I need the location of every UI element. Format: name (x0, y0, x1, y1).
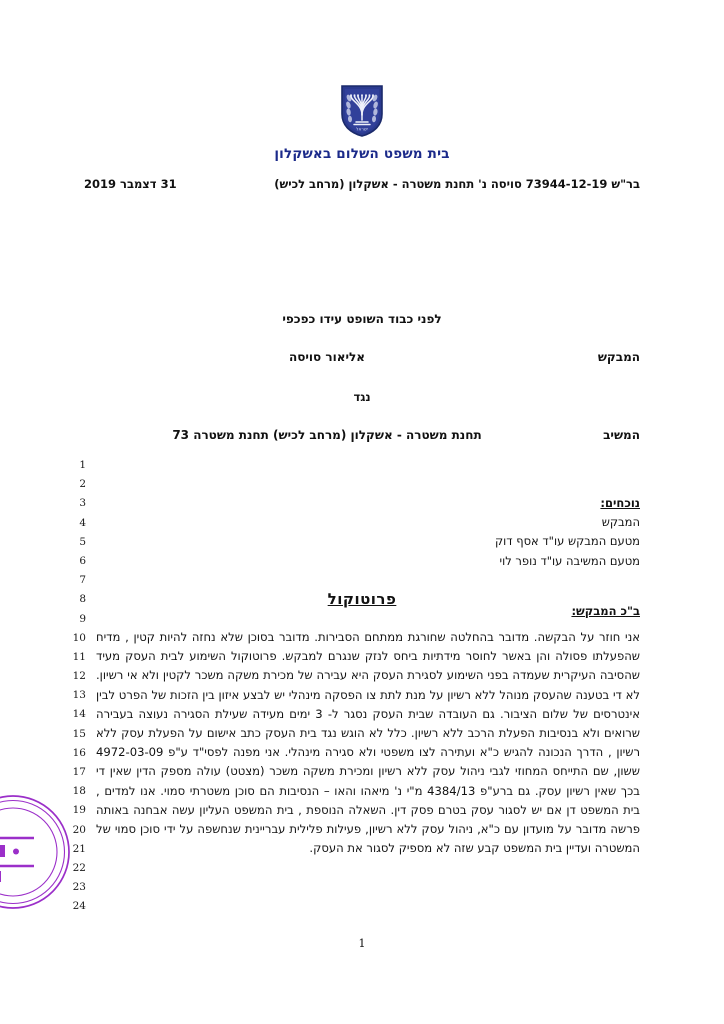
line-number: 13 (72, 689, 86, 702)
line-number: 19 (72, 804, 86, 817)
respondent-row (84, 428, 640, 442)
line-number: 8 (79, 593, 86, 606)
applicant-row (84, 350, 640, 364)
applicant-name: אליאור סויסה (289, 350, 365, 364)
line-number: 4 (79, 516, 86, 529)
line-number: 11 (72, 650, 86, 663)
attendees-block (220, 494, 640, 571)
israel-state-emblem-icon (340, 84, 384, 138)
page-number: 1 (358, 937, 366, 950)
line-number: 2 (79, 478, 86, 491)
line-number: 6 (79, 554, 86, 567)
respondent-name: תחנת משטרה - אשקלון (מרחב לכיש) תחנת משטרה 73 (172, 428, 482, 442)
speaker-label: ב"כ המבקש: (571, 604, 640, 618)
line-number: 1 (79, 459, 86, 471)
line-number: 15 (72, 727, 86, 740)
attendees-heading: נוכחים: (600, 496, 640, 510)
line-number: 9 (79, 612, 86, 625)
protocol-body-text: אני חוזר על הבקשה. מדובר בהחלטה שחורגת ממתחם הסבירות. מדובר בסוכן שלא נחזה להיות קטין , מדיח שהפעלתו פסולה והן באשר לחוסר מידתיות ביחס לנזק שנגרם למבקש. פרוטוקול השימוע לבית העסק מעיד שהסיבה העיקרית שעמדה בפני השימוע לסגירת העסק היא עבירה של מכירת משקה משכר לקטין ולא אי רשיון. לא די בטענה שהעסק מנוהל ללא רשיון על מנת לתת צו הפסקה מינהלי יש לבצע איזון בין הזכות של הפרט לבין אינטרסים של שלום הציבור. גם העובדה שבית העסק נסגר ל- 3 ימים מעידה שעילת הסגירה נעוצה בעבירה שרואים ולא בנסיבות הפעלת הרכב ללא רשיון. כלל לא הוגש נגד בית העסק כתב אישום על הפעלת עסק ללא רשיון , הדרך הנכונה להגיש כ"א ועתירה לצו משפטי ולא סגירה מינהלי. אני מפנה לפסי"ד ע"פ 4972-03-09 ששון, שם התייחס המחוזי לגבי ניהול עסק ללא רשיון ומכירת משקה משכר (מצטט) עולה מספק הדין שאין די בכך שאין רשיון עסק. גם ברע"פ 4384/13 מ"י נ' מיאהו והאו – הנסיבות הם סוכן משטרתי סמוי. אנו למדים , בית המשפט דן אם יש לסגור עסק בטרם פסק דין. השאלה הנוספת , בית המשפט העליון עשה אבחנה באותה פרשה מדובר על מועדון עם כ"א, ניהול עסק ללא רשיון, פעילות פלילית עבריינית שנחשפה על ידי סוכן סמוי של המשטרה ועדיין בית המשפט קבע שזה לא מספיק לסגור את העסק. (96, 630, 640, 856)
attendee-item: המבקש (601, 515, 640, 530)
line-number: 24 (72, 900, 86, 913)
line-number: 12 (72, 670, 86, 683)
applicant-label: המבקש (597, 350, 640, 364)
attendee-item: מטעם המבקש עו"ד אסף דוק (495, 534, 640, 549)
line-number: 21 (72, 842, 86, 855)
line-number-gutter (58, 456, 86, 917)
case-header (84, 176, 640, 194)
attendee-item: מטעם המשיבה עו"ד נופר לוי (499, 553, 640, 568)
line-number: 17 (72, 766, 86, 778)
case-date: 31 דצמבר 2019 (84, 177, 177, 191)
svg-text:ישראל: ישראל (355, 127, 369, 133)
line-number: 5 (79, 535, 86, 548)
respondent-label: המשיב (603, 428, 640, 442)
case-number: בר"ש 73944-12-19 סויסה נ' תחנת משטרה - אשקלון (מרחב לכיש) (274, 177, 640, 191)
versus-label: נגד (353, 390, 371, 404)
line-number: 23 (72, 881, 86, 894)
line-number: 18 (72, 785, 86, 798)
line-number: 16 (72, 746, 86, 759)
line-number: 20 (72, 823, 86, 836)
line-number: 3 (79, 497, 86, 510)
line-number: 14 (72, 708, 86, 721)
line-number: 10 (72, 631, 86, 644)
line-number: 7 (79, 574, 86, 587)
judge-line: לפני כבוד השופט עידו כפכפי (282, 312, 442, 326)
emblem-container (0, 84, 724, 138)
court-name: בית משפט השלום באשקלון (274, 146, 450, 162)
line-number: 22 (72, 861, 86, 874)
protocol-title: פרוטוקול (327, 590, 397, 608)
